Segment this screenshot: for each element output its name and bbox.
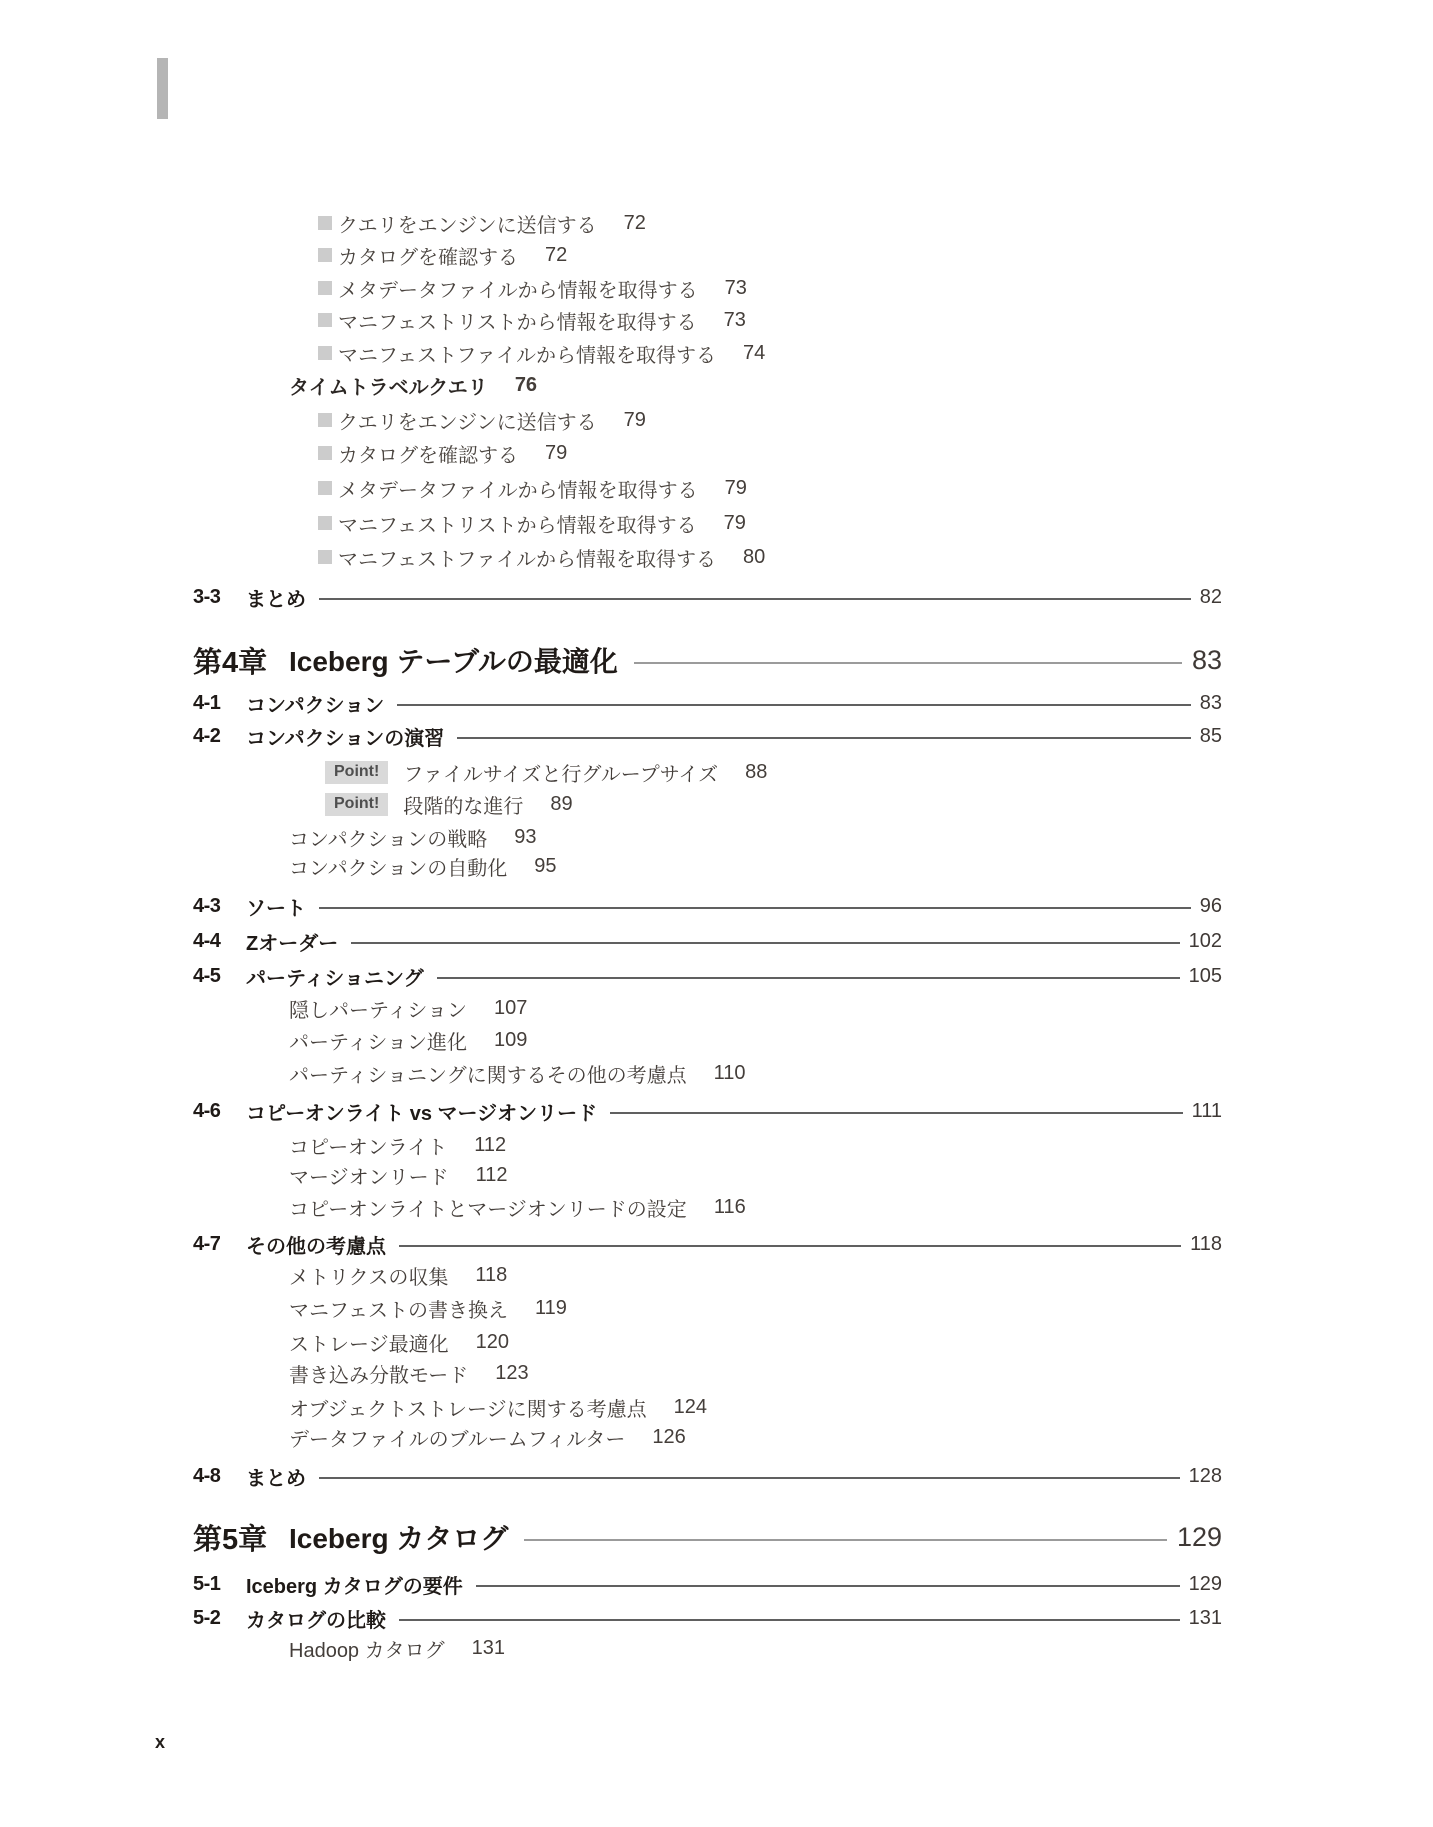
leader-line <box>399 1619 1180 1621</box>
toc-entry-section <box>193 1459 1222 1493</box>
bullet-square-icon <box>318 413 332 427</box>
toc-entry-label: データファイルのブルームフィルター <box>289 1428 626 1451</box>
toc-entry-bullet <box>193 473 1222 503</box>
toc-entry-page-number: 76 <box>514 373 538 396</box>
toc-entry-page-number: 88 <box>745 760 768 783</box>
toc-entry-label: カタログを確認する <box>338 444 518 467</box>
toc-entry-page-number: 112 <box>475 1163 508 1186</box>
bullet-square-icon <box>318 216 332 230</box>
toc-entry-label: カタログを確認する <box>338 246 518 269</box>
toc-entry-number: 3-3 <box>193 585 221 608</box>
toc-entry-page-number: 109 <box>494 1028 528 1051</box>
toc-entry-label: Hadoop カタログ <box>289 1639 445 1662</box>
bullet-square-icon <box>318 313 332 327</box>
toc-entry-number: 第4章 <box>193 646 268 679</box>
toc-entry-page-number: 118 <box>1190 1232 1222 1255</box>
toc-entry-page-number: 131 <box>1188 1606 1222 1629</box>
toc-entry-bullet <box>193 338 1222 368</box>
bullet-square-icon <box>318 248 332 262</box>
toc-entry-page-number: 85 <box>1199 724 1222 747</box>
toc-entry-bullet <box>193 542 1222 572</box>
toc-entry-label: マニフェストの書き換え <box>289 1299 508 1322</box>
toc-entry-page-number: 102 <box>1188 929 1222 952</box>
toc-entry-section <box>193 719 1222 753</box>
toc-entry-label: パーティショニング <box>246 967 424 990</box>
toc-entry-label: 段階的な進行 <box>403 795 524 818</box>
toc-entry-page-number: 126 <box>652 1425 686 1448</box>
toc-entry-page-number: 83 <box>1191 644 1222 675</box>
toc-entry-label: タイムトラベルクエリ <box>289 376 488 399</box>
toc-entry-label: Zオーダー <box>246 932 339 955</box>
toc-entry-section <box>193 580 1222 614</box>
toc-entry-number: 5-1 <box>193 1572 221 1595</box>
bullet-square-icon <box>318 516 332 530</box>
toc-entry-page-number: 105 <box>1188 964 1222 987</box>
toc-entry-label: メタデータファイルから情報を取得する <box>338 479 698 502</box>
toc-entry-page-number: 120 <box>475 1330 509 1353</box>
toc-entry-page-number: 124 <box>673 1395 707 1418</box>
leader-line <box>397 704 1191 706</box>
toc-entry-page-number: 79 <box>623 408 646 431</box>
toc-entry-section <box>193 959 1222 993</box>
leader-line <box>476 1585 1180 1587</box>
bullet-square-icon <box>318 446 332 460</box>
toc-entry-number: 4-8 <box>193 1464 221 1487</box>
toc-entry-chapter <box>193 634 1222 686</box>
toc-entry-sub <box>193 1160 1222 1190</box>
toc-entry-section <box>193 924 1222 958</box>
toc-entry-page-number: 73 <box>723 308 746 331</box>
toc-entry-page-number: 111 <box>1191 1099 1222 1122</box>
toc-entry-sub <box>193 1392 1222 1422</box>
toc-entry-page-number: 93 <box>514 825 537 848</box>
toc-entry-label: パーティショニングに関するその他の考慮点 <box>289 1064 687 1087</box>
leader-line <box>351 942 1179 944</box>
toc-entry-chapter <box>193 1511 1222 1563</box>
toc-entry-sub <box>193 1327 1222 1357</box>
leader-line <box>634 662 1182 664</box>
toc-entry-page-number: 83 <box>1199 691 1222 714</box>
toc-entry-label: メタデータファイルから情報を取得する <box>338 279 698 302</box>
toc-entry-label: コンパクション <box>246 694 385 717</box>
toc-entry-bullet <box>193 405 1222 435</box>
toc-entry-number: 5-2 <box>193 1606 221 1629</box>
toc-entry-page-number: 72 <box>623 211 646 234</box>
toc-entry-page-number: 96 <box>1199 894 1222 917</box>
bullet-square-icon <box>318 550 332 564</box>
toc-entry-page-number: 107 <box>494 996 528 1019</box>
toc-entry-page-number: 95 <box>534 854 557 877</box>
leader-line <box>399 1245 1181 1247</box>
point-badge: Point! <box>325 761 388 784</box>
toc-entry-bullet <box>193 240 1222 270</box>
toc-entry-label: 書き込み分散モード <box>289 1364 469 1387</box>
toc-entry-point <box>193 789 1222 819</box>
toc-entry-label: コピーオンライト <box>289 1136 448 1159</box>
toc-entry-label: メトリクスの収集 <box>289 1266 449 1289</box>
toc-entry-page-number: 82 <box>1199 585 1222 608</box>
toc-entry-section <box>193 1567 1222 1601</box>
toc-entry-section <box>193 1601 1222 1635</box>
toc-entry-sub <box>193 993 1222 1023</box>
toc-entry-label: コンパクションの戦略 <box>289 828 488 851</box>
toc-entry-sub <box>193 1633 1222 1663</box>
leader-line <box>437 977 1180 979</box>
leader-line <box>319 1477 1180 1479</box>
toc-entry-label: コピーオンライト vs マージオンリード <box>246 1102 598 1125</box>
toc-entry-label: カタログの比較 <box>246 1609 386 1632</box>
toc-entry-label: まとめ <box>246 588 306 611</box>
toc-entry-label: クエリをエンジンに送信する <box>338 214 597 237</box>
toc-entry-bullet <box>193 438 1222 468</box>
toc-entry-label: ソート <box>246 897 306 920</box>
toc-entry-sub <box>193 1025 1222 1055</box>
toc-entry-page-number: 80 <box>743 545 766 568</box>
toc-entry-sub <box>193 1058 1222 1088</box>
toc-entry-sub <box>193 851 1222 881</box>
toc-entry-page-number: 129 <box>1176 1521 1222 1552</box>
bullet-square-icon <box>318 481 332 495</box>
toc-entry-label: Iceberg テーブルの最適化 <box>289 646 618 677</box>
toc-entry-page-number: 116 <box>713 1195 746 1218</box>
bullet-square-icon <box>318 346 332 360</box>
toc-entry-number: 4-4 <box>193 929 221 952</box>
toc-entry-label: Iceberg カタログ <box>289 1523 509 1554</box>
leader-line <box>319 598 1191 600</box>
toc-entry-bullet <box>193 305 1222 335</box>
toc-entry-page-number: 112 <box>474 1133 507 1156</box>
toc-entry-section <box>193 1227 1222 1261</box>
page-corner-accent-bar <box>157 58 168 119</box>
toc-entry-label: その他の考慮点 <box>246 1235 386 1258</box>
toc-entry-page-number: 131 <box>471 1636 505 1659</box>
toc-entry-label: オブジェクトストレージに関する考慮点 <box>289 1398 647 1421</box>
toc-entry-number: 4-2 <box>193 724 221 747</box>
toc-entry-number: 4-7 <box>193 1232 221 1255</box>
toc-entry-page-number: 123 <box>495 1361 529 1384</box>
toc-entry-bullet <box>193 273 1222 303</box>
toc-entry-label: ストレージ最適化 <box>289 1333 449 1356</box>
bullet-square-icon <box>318 281 332 295</box>
toc-entry-page-number: 72 <box>545 243 568 266</box>
toc-entry-sub <box>193 1260 1222 1290</box>
toc-entry-label: コンパクションの自動化 <box>289 857 508 880</box>
leader-line <box>524 1539 1167 1541</box>
toc-entry-page-number: 119 <box>535 1296 567 1319</box>
leader-line <box>319 907 1191 909</box>
toc-entry-label: マニフェストリストから情報を取得する <box>338 311 697 334</box>
toc-entry-number: 第5章 <box>193 1523 268 1556</box>
toc-entry-number: 4-6 <box>193 1099 221 1122</box>
footer-page-number: x <box>155 1732 166 1752</box>
toc-entry-label: Iceberg カタログの要件 <box>246 1575 463 1598</box>
toc-entry-label: コンパクションの演習 <box>246 727 445 750</box>
toc-entry-label: パーティション進化 <box>289 1031 467 1054</box>
toc-entry-section <box>193 889 1222 923</box>
toc-entry-label: コピーオンライトとマージオンリードの設定 <box>289 1198 687 1221</box>
toc-entry-page-number: 89 <box>550 792 573 815</box>
table-of-contents <box>193 0 1222 1827</box>
toc-entry-label: まとめ <box>246 1467 306 1490</box>
toc-entry-sub <box>193 1422 1222 1452</box>
point-badge: Point! <box>325 793 388 816</box>
toc-entry-subheading <box>193 370 1222 400</box>
toc-entry-page-number: 110 <box>713 1061 746 1084</box>
toc-entry-number: 4-3 <box>193 894 221 917</box>
toc-entry-label: マニフェストファイルから情報を取得する <box>338 344 716 367</box>
toc-entry-number: 4-5 <box>193 964 221 987</box>
toc-entry-page-number: 79 <box>724 476 747 499</box>
toc-entry-page-number: 74 <box>743 341 766 364</box>
toc-entry-label: マージオンリード <box>289 1166 449 1189</box>
toc-entry-page-number: 118 <box>475 1263 508 1286</box>
toc-entry-page-number: 79 <box>545 441 568 464</box>
toc-entry-label: マニフェストリストから情報を取得する <box>338 514 697 537</box>
toc-entry-sub <box>193 822 1222 852</box>
toc-entry-point <box>193 757 1222 787</box>
toc-entry-sub <box>193 1130 1222 1160</box>
toc-entry-label: 隠しパーティション <box>289 999 467 1022</box>
toc-entry-page-number: 129 <box>1188 1572 1222 1595</box>
toc-entry-sub <box>193 1358 1222 1388</box>
toc-entry-sub <box>193 1293 1222 1323</box>
toc-entry-section <box>193 686 1222 720</box>
toc-entry-label: マニフェストファイルから情報を取得する <box>338 548 716 571</box>
toc-entry-page-number: 79 <box>723 511 746 534</box>
toc-entry-sub <box>193 1192 1222 1222</box>
toc-entry-page-number: 73 <box>724 276 747 299</box>
toc-entry-label: ファイルサイズと行グループサイズ <box>403 763 719 786</box>
toc-entry-number: 4-1 <box>193 691 221 714</box>
toc-entry-label: クエリをエンジンに送信する <box>338 411 597 434</box>
leader-line <box>457 737 1191 739</box>
toc-entry-section <box>193 1094 1222 1128</box>
toc-entry-page-number: 128 <box>1188 1464 1222 1487</box>
leader-line <box>610 1112 1182 1114</box>
toc-entry-bullet <box>193 208 1222 238</box>
toc-entry-bullet <box>193 508 1222 538</box>
